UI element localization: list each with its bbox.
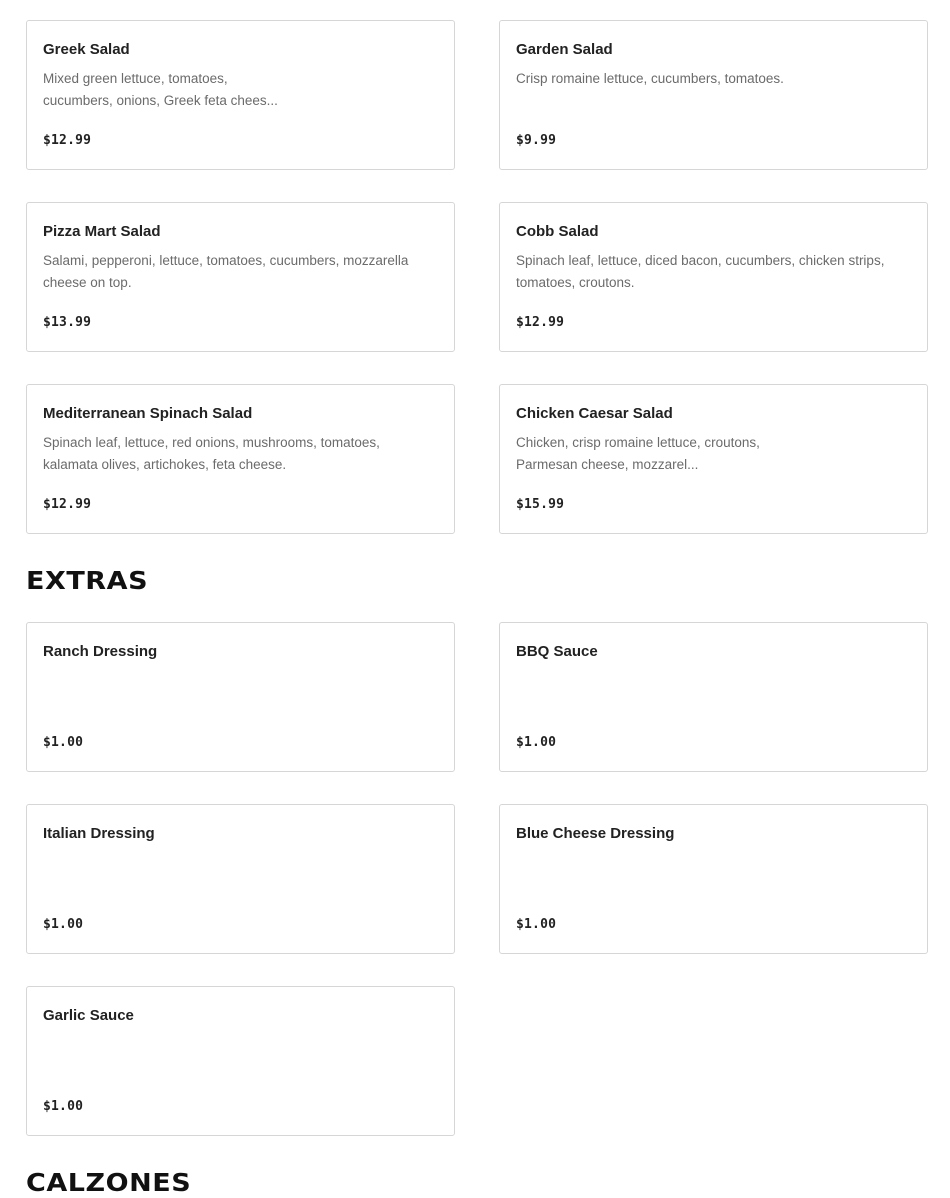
menu-item-name: BBQ Sauce: [516, 643, 598, 660]
section-heading-extras: EXTRAS: [26, 566, 149, 595]
menu-item-price: $1.00: [43, 917, 84, 932]
menu-item-bbq-sauce[interactable]: [499, 622, 928, 772]
salads-grid: [26, 20, 928, 534]
menu-item-name: Pizza Mart Salad: [43, 223, 161, 240]
menu-item-name: Garden Salad: [516, 41, 613, 58]
menu-item-mediterranean-spinach-salad[interactable]: [26, 384, 455, 534]
menu-item-greek-salad[interactable]: [26, 20, 455, 170]
menu-item-pizza-mart-salad[interactable]: [26, 202, 455, 352]
menu-item-price: $12.99: [43, 497, 92, 512]
menu-item-price: $1.00: [516, 735, 557, 750]
menu-item-garlic-sauce[interactable]: [26, 986, 455, 1136]
menu-item-description: Spinach leaf, lettuce, red onions, mushrooms, tomatoes, kalamata olives, artichokes, feta cheese.: [43, 435, 380, 472]
menu-item-name: Cobb Salad: [516, 223, 599, 240]
menu-item-description: Salami, pepperoni, lettuce, tomatoes, cucumbers, mozzarella cheese on top.: [43, 253, 409, 290]
menu-item-price: $1.00: [43, 735, 84, 750]
menu-item-description: Crisp romaine lettuce, cucumbers, tomatoes.: [516, 71, 784, 86]
menu-item-price: $12.99: [516, 315, 565, 330]
section-heading-calzones: CALZONES: [26, 1168, 192, 1197]
menu-item-cobb-salad[interactable]: [499, 202, 928, 352]
menu-item-description: Mixed green lettuce, tomatoes, cucumbers, onions, Greek feta chees...: [43, 71, 278, 108]
menu-item-name: Mediterranean Spinach Salad: [43, 405, 253, 422]
menu-item-chicken-caesar-salad[interactable]: [499, 384, 928, 534]
menu-item-name: Greek Salad: [43, 41, 130, 58]
menu-item-name: Garlic Sauce: [43, 1007, 134, 1024]
menu-item-name: Italian Dressing: [43, 825, 155, 842]
menu-item-ranch-dressing[interactable]: [26, 622, 455, 772]
menu-item-price: $12.99: [43, 133, 92, 148]
menu-item-price: $1.00: [43, 1099, 84, 1114]
menu-item-blue-cheese-dressing[interactable]: [499, 804, 928, 954]
menu-item-price: $13.99: [43, 315, 92, 330]
menu-item-garden-salad[interactable]: [499, 20, 928, 170]
menu-item-name: Ranch Dressing: [43, 643, 158, 660]
menu-item-description: Spinach leaf, lettuce, diced bacon, cucumbers, chicken strips, tomatoes, croutons.: [516, 253, 885, 290]
menu-item-price: $9.99: [516, 133, 557, 148]
menu-item-description: Chicken, crisp romaine lettuce, croutons, Parmesan cheese, mozzarel...: [516, 435, 760, 472]
menu-item-name: Blue Cheese Dressing: [516, 825, 675, 842]
menu-item-price: $15.99: [516, 497, 565, 512]
menu-item-italian-dressing[interactable]: [26, 804, 455, 954]
menu-item-price: $1.00: [516, 917, 557, 932]
menu-item-name: Chicken Caesar Salad: [516, 405, 673, 422]
extras-grid: [26, 622, 928, 1136]
